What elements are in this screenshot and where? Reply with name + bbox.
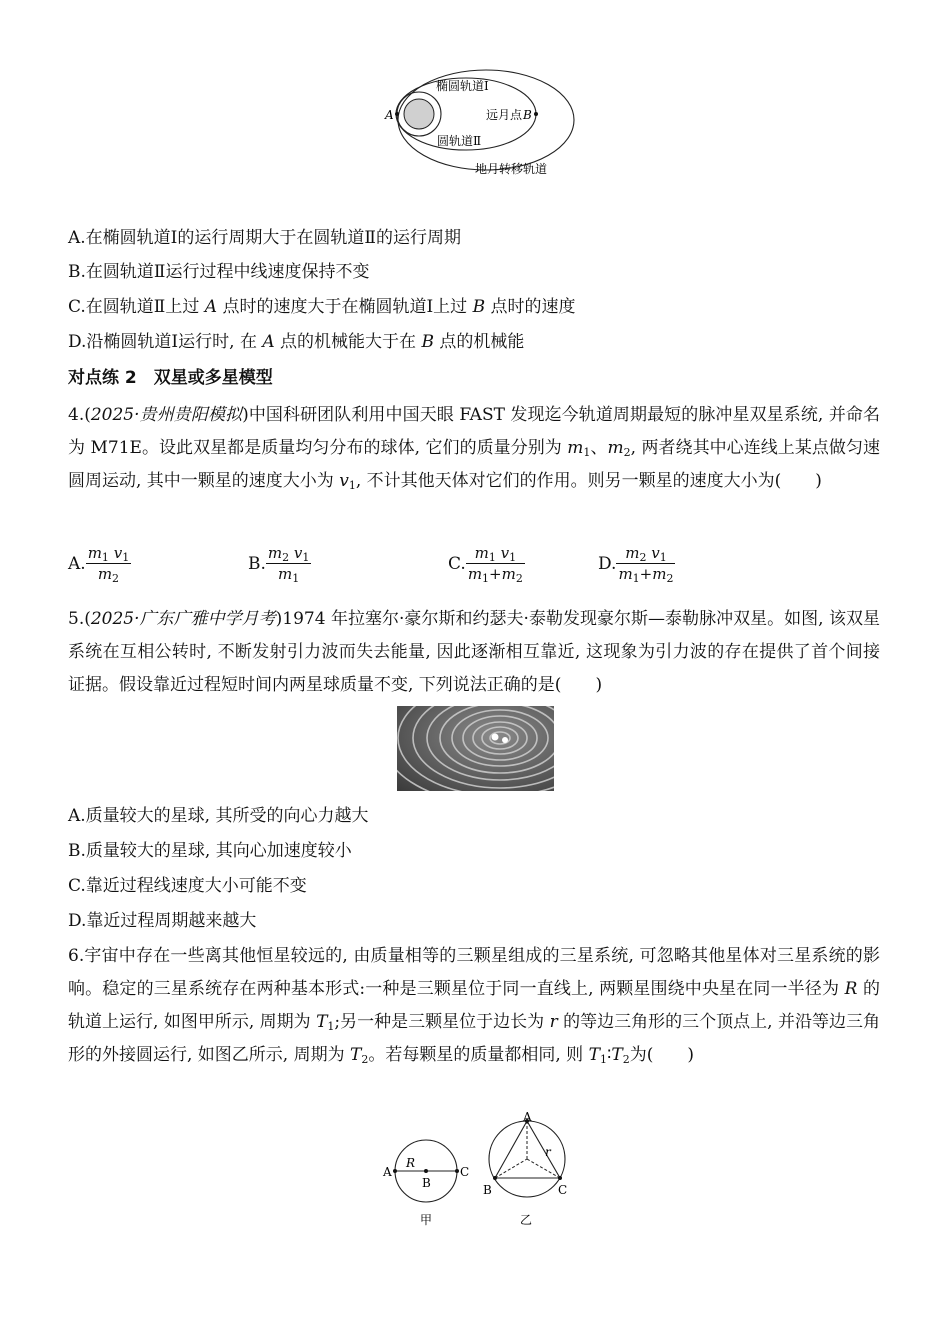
q4-v1: v	[339, 471, 349, 491]
q5-text: )1974 年拉塞尔·豪尔斯和约瑟夫·泰勒发现豪尔斯—泰勒脉冲双星。如图, 该双星系统在互相公转时, 不断发射引力波而失去能量, 因此逐渐相互靠近, 这现象为引力波的存在提供了首个间接证据。假设靠近过程短时间内两星球质量不变, 下列说法正确的是( )	[68, 609, 881, 695]
q6-text-6: 为( )	[629, 1045, 694, 1065]
yi-label-r: r	[545, 1145, 551, 1159]
q5-option-c: C.靠近过程线速度大小可能不变	[68, 876, 307, 896]
q5-num: 5.(	[68, 609, 91, 629]
q6-t1: T	[316, 1012, 328, 1032]
q3-c-var1: A	[204, 297, 218, 317]
q6-t1-sub: 1	[327, 1020, 335, 1033]
orbit-label-b: B	[523, 108, 532, 122]
orbit-label-transfer: 地月转移轨道	[475, 162, 548, 176]
frac-denominator: $m_1+m_2$	[618, 565, 674, 585]
q3-d-pre: D.沿椭圆轨道Ⅰ运行时, 在	[68, 332, 263, 352]
frac-numerator: $m_2$ $v_1$	[616, 543, 675, 564]
q4-opt-a-fraction	[86, 543, 132, 584]
frac-denominator: $m_1$	[278, 565, 300, 585]
q6-t2b-sub: 2	[622, 1053, 630, 1066]
q6-t1b: T	[588, 1045, 600, 1065]
frac-numerator: $m_1$ $v_1$	[466, 543, 525, 564]
q4-m2: m	[607, 438, 624, 458]
jia-star-a	[393, 1169, 397, 1173]
q4-opt-b-label: B.	[248, 553, 266, 574]
jia-label-b: B	[422, 1176, 431, 1190]
q6-t2b: T	[611, 1045, 623, 1065]
q3-d-mid: 点的机械能大于在	[274, 332, 422, 352]
q4-m2-sub: 2	[623, 446, 631, 459]
q4-m1-sub: 1	[583, 446, 591, 459]
figure-jia	[382, 1140, 469, 1227]
q4-stem	[68, 399, 880, 498]
yi-star-b	[493, 1176, 497, 1180]
q3-option-a: A.在椭圆轨道Ⅰ的运行周期大于在圆轨道Ⅱ的运行周期	[68, 228, 461, 248]
q5-stem	[68, 603, 880, 702]
yi-caption: 乙	[520, 1213, 533, 1227]
q3-c-var2: B	[472, 297, 486, 317]
yi-star-c	[558, 1176, 562, 1180]
q4-sep: 、	[590, 438, 608, 458]
q6-t2: T	[350, 1045, 362, 1065]
q6-text-3: ;另一种是三颗星位于边长为	[334, 1012, 550, 1032]
orbit-label-far: 远月点	[486, 108, 523, 122]
orbit-label-ellipse: 椭圆轨道Ⅰ	[436, 79, 489, 93]
q4-option-a	[68, 543, 131, 584]
section-heading: 对点练 2 双星或多星模型	[68, 368, 273, 388]
q6-stem	[68, 940, 880, 1072]
jia-star-b	[424, 1169, 428, 1173]
q4-opt-c-fraction	[466, 543, 525, 584]
q6-t1b-sub: 1	[599, 1053, 607, 1066]
q4-option-b	[248, 543, 311, 584]
q6-t2-sub: 2	[361, 1053, 369, 1066]
gravitational-wave-image	[397, 706, 554, 791]
yi-label-a: A	[523, 1112, 532, 1124]
q3-d-var2: B	[421, 332, 434, 352]
q4-m1: m	[567, 438, 584, 458]
orbit-label-a: A	[385, 108, 394, 122]
jia-label-a: A	[383, 1165, 392, 1179]
q4-source: 2025·贵州贵阳模拟	[90, 405, 243, 425]
point-a-dot	[395, 112, 399, 116]
moon	[404, 99, 434, 129]
jia-caption: 甲	[420, 1213, 433, 1227]
q4-text-2: , 两者绕其中心连线上某点做匀速圆周运动, 其中一颗星的速度大小为	[68, 438, 881, 491]
q3-d-var1: A	[262, 332, 275, 352]
q6-text-2: 的轨道上运行, 如图甲所示, 周期为	[68, 979, 880, 1032]
q3-option-d	[68, 331, 524, 353]
q4-text-3: , 不计其他天体对它们的作用。则另一颗星的速度大小为( )	[355, 471, 822, 491]
yi-label-c: C	[558, 1183, 568, 1197]
q4-text-1: )中国科研团队利用中国天眼 FAST 发现迄今轨道周期最短的脉冲星双星系统, 并命名为 M71E。设此双星都是质量均匀分布的球体, 它们的质量分别为	[68, 405, 880, 458]
figure-yi	[483, 1112, 567, 1227]
q5-option-d: D.靠近过程周期越来越大	[68, 911, 257, 931]
q6-text-4: 的等边三角形的三个顶点上, 并沿等边三角形的外接圆运行, 如图乙所示, 周期为	[68, 1012, 880, 1065]
q3-c-mid: 点时的速度大于在椭圆轨道Ⅰ上过	[217, 297, 473, 317]
jia-label-c: C	[460, 1165, 470, 1179]
q5-source: 2025·广东广雅中学月考	[90, 609, 276, 629]
q6-text-1: 6.宇宙中存在一些离其他恒星较远的, 由质量相等的三颗星组成的三星系统, 可忽略其他星体对三星系统的影响。稳定的三星系统存在两种基本形式:一种是三颗星位于同一直线上, 两颗星围绕中央星在同一半径为	[68, 946, 880, 999]
jia-label-r: R	[406, 1156, 416, 1170]
frac-numerator: $m_2$ $v_1$	[267, 544, 310, 564]
q4-option-c	[448, 543, 525, 584]
q3-c-post: 点时的速度	[485, 297, 576, 317]
q6-r-big: R	[844, 979, 858, 999]
frac-denominator: $m_2$	[97, 565, 120, 585]
q6-text-5: 。若每颗星的质量都相同, 则	[368, 1045, 589, 1065]
q3-d-post: 点的机械能	[433, 332, 525, 352]
q3-option-b: B.在圆轨道Ⅱ运行过程中线速度保持不变	[68, 262, 370, 282]
q4-opt-c-label: C.	[448, 553, 466, 574]
q3-option-c	[68, 296, 575, 318]
three-star-figure	[378, 1112, 578, 1232]
q5-option-a: A.质量较大的星球, 其所受的向心力越大	[68, 806, 369, 826]
q4-opt-d-label: D.	[598, 553, 617, 574]
point-b-dot	[534, 112, 538, 116]
q3-c-pre: C.在圆轨道Ⅱ上过	[68, 297, 205, 317]
orbit-figure	[380, 66, 580, 182]
yi-label-b: B	[483, 1183, 492, 1197]
jia-star-c	[455, 1169, 459, 1173]
frac-numerator: $m_1$ $v_1$	[87, 544, 130, 564]
q6-r-small: r	[549, 1012, 558, 1032]
q4-v1-sub: 1	[348, 479, 356, 492]
q4-option-d	[598, 543, 675, 584]
q4-opt-a-label: A.	[68, 553, 86, 574]
q4-num: 4.(	[68, 405, 91, 425]
orbit-label-circle: 圆轨道Ⅱ	[437, 134, 482, 148]
frac-denominator: $m_1+m_2$	[467, 565, 523, 585]
q5-option-b: B.质量较大的星球, 其向心加速度较小	[68, 841, 352, 861]
q4-opt-b-fraction	[266, 543, 312, 584]
q4-opt-d-fraction	[616, 543, 675, 584]
q6-ratio: ∶	[606, 1045, 612, 1065]
